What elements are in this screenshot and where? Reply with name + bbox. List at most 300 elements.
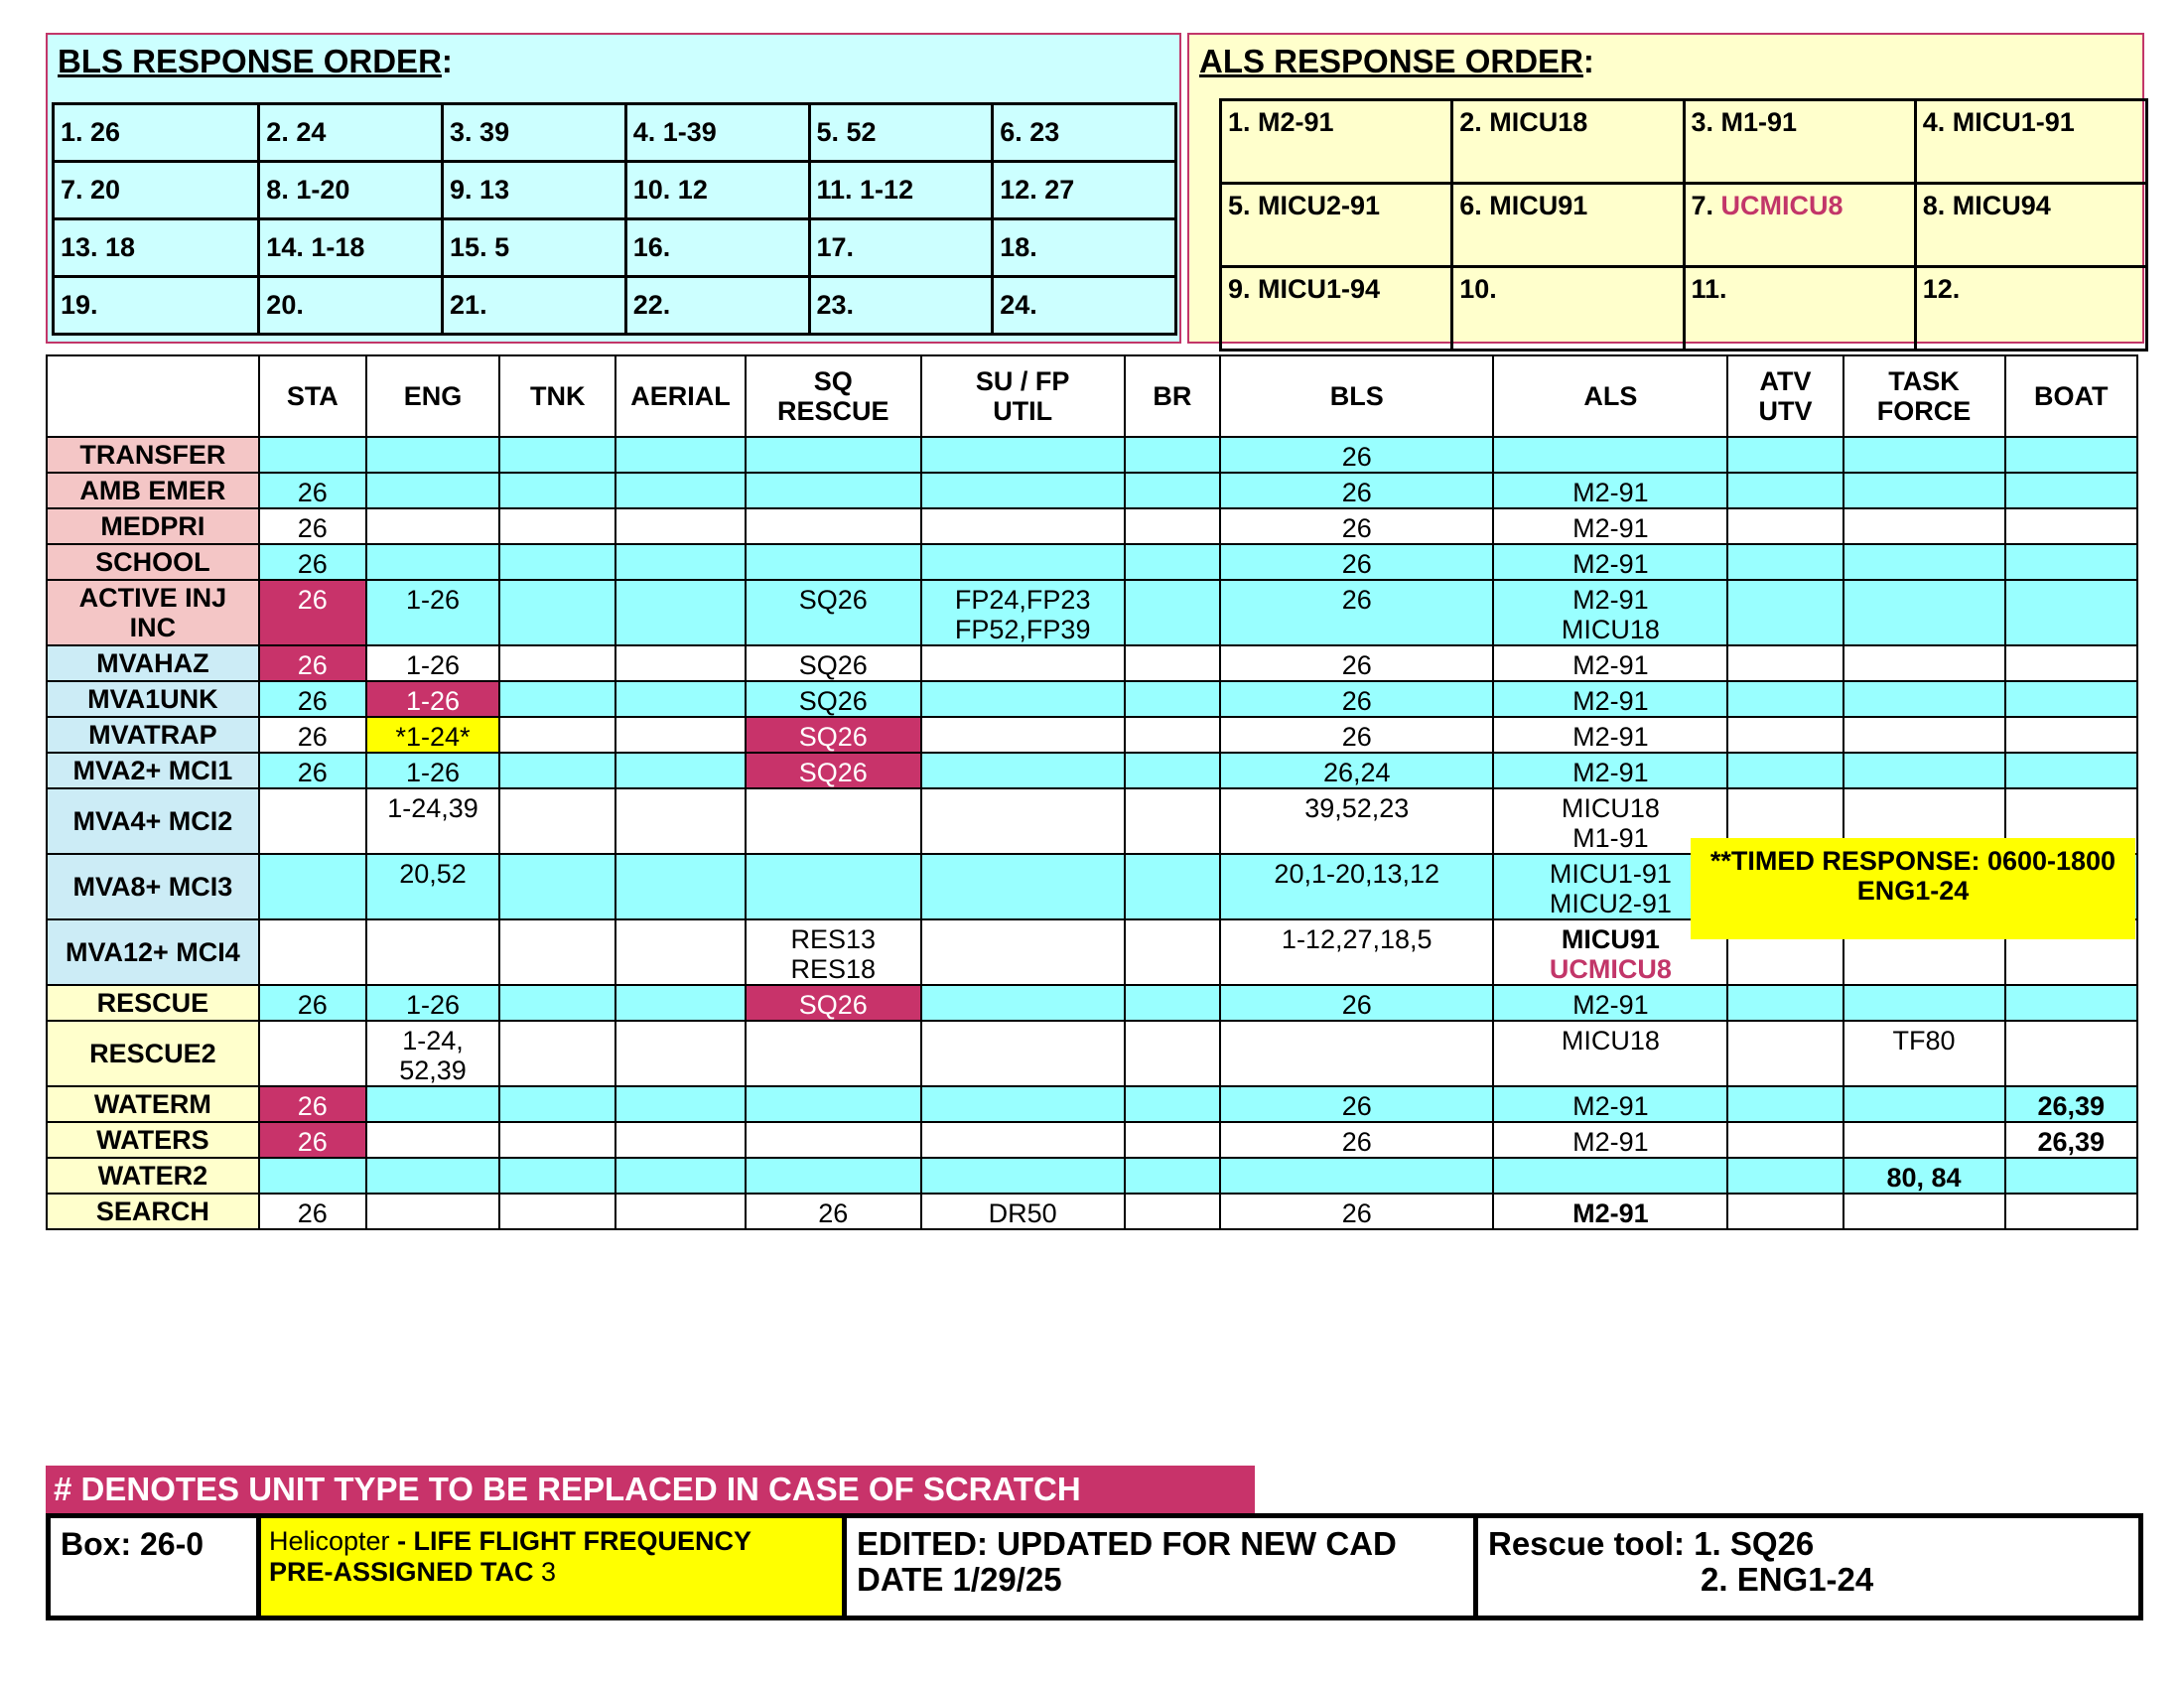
incident-type-label: AMB EMER [47, 473, 259, 508]
assignment-cell [1843, 508, 2005, 544]
assignment-cell [366, 473, 499, 508]
assignment-cell: 1-24,39 [366, 788, 499, 854]
assignment-cell: 20,1-20,13,12 [1220, 854, 1493, 919]
assignment-cell: 26 [259, 1086, 366, 1122]
assignment-cell: 26 [259, 473, 366, 508]
incident-type-label: MVA2+ MCI1 [47, 753, 259, 788]
assignment-cell: 20,52 [366, 854, 499, 919]
assignment-cell [1493, 1158, 1727, 1194]
matrix-row [47, 1122, 2137, 1158]
assignment-cell: *1-24* [366, 717, 499, 753]
assignment-cell [1727, 437, 1843, 473]
assignment-cell [259, 788, 366, 854]
assignment-cell [1727, 580, 1843, 645]
matrix-row [47, 580, 2137, 645]
assignment-cell: SQ26 [746, 681, 921, 717]
assignment-cell [921, 985, 1125, 1021]
assignment-cell: 26 [259, 985, 366, 1021]
assignment-cell: 26 [1220, 437, 1493, 473]
assignment-cell: 26 [259, 580, 366, 645]
assignment-cell: 26 [1220, 1122, 1493, 1158]
assignment-cell [921, 437, 1125, 473]
assignment-cell [921, 753, 1125, 788]
assignment-cell [1125, 1194, 1221, 1229]
bls-order-cell: 11. 1-12 [809, 162, 993, 219]
assignment-cell [499, 985, 615, 1021]
assignment-cell [1727, 1194, 1843, 1229]
column-header: SU / FP UTIL [921, 355, 1125, 437]
matrix-row [47, 717, 2137, 753]
assignment-cell [615, 437, 745, 473]
assignment-cell [1125, 1158, 1221, 1194]
assignment-cell [921, 854, 1125, 919]
header-blank [47, 355, 259, 437]
assignment-cell [921, 1086, 1125, 1122]
assignment-cell: M2-91 [1493, 473, 1727, 508]
footer-info [46, 1513, 2143, 1620]
incident-type-label: MVA8+ MCI3 [47, 854, 259, 919]
assignment-cell: M2-91 [1493, 645, 1727, 681]
bls-order-row [54, 277, 1176, 335]
assignment-cell [1727, 681, 1843, 717]
assignment-cell [615, 544, 745, 580]
incident-type-label: SCHOOL [47, 544, 259, 580]
assignment-cell [2005, 1194, 2138, 1229]
bls-order-cell: 5. 52 [809, 104, 993, 162]
assignment-cell: 1-26 [366, 645, 499, 681]
assignment-cell: M2-91 [1493, 985, 1727, 1021]
incident-type-label: WATER2 [47, 1158, 259, 1194]
assignment-cell [615, 985, 745, 1021]
assignment-cell [499, 788, 615, 854]
assignment-cell: 26 [259, 681, 366, 717]
timed-response-line2: ENG1-24 [1856, 876, 1970, 906]
bls-order-cell: 14. 1-18 [259, 219, 443, 277]
incident-type-label: MVA12+ MCI4 [47, 919, 259, 985]
assignment-cell [746, 437, 921, 473]
matrix-row [47, 1158, 2137, 1194]
assignment-cell [2005, 645, 2138, 681]
rescue-tool-1: Rescue tool: 1. SQ26 [1488, 1525, 1815, 1562]
assignment-cell [1125, 645, 1221, 681]
assignment-cell [499, 544, 615, 580]
assignment-cell [1843, 1086, 2005, 1122]
assignment-cell [921, 1158, 1125, 1194]
assignment-cell: MICU18 M1-91 [1493, 788, 1727, 854]
matrix-row [47, 681, 2137, 717]
assignment-cell [1125, 1021, 1221, 1086]
assignment-cell [499, 681, 615, 717]
edit-note [845, 1516, 1476, 1618]
bls-order-cell: 17. [809, 219, 993, 277]
assignment-cell: 1-26 [366, 681, 499, 717]
assignment-cell [1125, 717, 1221, 753]
assignment-cell [2005, 473, 2138, 508]
als-order-row [1221, 267, 2147, 351]
assignment-cell [1843, 544, 2005, 580]
assignment-cell: 26 [1220, 681, 1493, 717]
als-order-cell: 2. MICU18 [1452, 100, 1684, 184]
assignment-cell [259, 1158, 366, 1194]
assignment-cell: 26 [259, 1194, 366, 1229]
assignment-cell: 26 [259, 645, 366, 681]
column-header: BOAT [2005, 355, 2138, 437]
assignment-cell [615, 1021, 745, 1086]
bls-order-cell: 3. 39 [443, 104, 626, 162]
bls-order-cell: 2. 24 [259, 104, 443, 162]
assignment-cell: 26 [259, 544, 366, 580]
assignment-cell [921, 508, 1125, 544]
assignment-cell [1727, 753, 1843, 788]
assignment-cell [1125, 1122, 1221, 1158]
assignment-cell [499, 1194, 615, 1229]
assignment-cell: DR50 [921, 1194, 1125, 1229]
incident-type-label: WATERS [47, 1122, 259, 1158]
bls-order-cell: 7. 20 [54, 162, 259, 219]
assignment-cell [499, 437, 615, 473]
assignment-cell: 1-26 [366, 580, 499, 645]
assignment-cell [1727, 544, 1843, 580]
assignment-cell [615, 580, 745, 645]
bls-order-row [54, 104, 1176, 162]
assignment-cell: SQ26 [746, 717, 921, 753]
assignment-cell [615, 753, 745, 788]
assignment-cell [499, 753, 615, 788]
bls-title: BLS RESPONSE ORDER: [58, 43, 453, 79]
assignment-cell: SQ26 [746, 580, 921, 645]
timed-response-note [1691, 838, 2135, 939]
bls-order-cell: 6. 23 [993, 104, 1176, 162]
assignment-cell [921, 1021, 1125, 1086]
box-number: Box: 26-0 [49, 1516, 259, 1618]
assignment-cell [1125, 544, 1221, 580]
assignment-cell [746, 544, 921, 580]
matrix-row [47, 645, 2137, 681]
bls-order-cell: 8. 1-20 [259, 162, 443, 219]
assignment-cell [615, 1158, 745, 1194]
column-header: SQ RESCUE [746, 355, 921, 437]
bls-order-row [54, 162, 1176, 219]
assignment-cell [2005, 985, 2138, 1021]
matrix-row [47, 544, 2137, 580]
assignment-cell [1843, 580, 2005, 645]
assignment-cell: FP24,FP23 FP52,FP39 [921, 580, 1125, 645]
assignment-cell: M2-91 [1493, 544, 1727, 580]
assignment-cell: M2-91 [1493, 508, 1727, 544]
assignment-cell: 39,52,23 [1220, 788, 1493, 854]
assignment-cell [259, 854, 366, 919]
assignment-cell: 26 [259, 753, 366, 788]
assignment-cell [1125, 753, 1221, 788]
incident-type-label: MVATRAP [47, 717, 259, 753]
assignment-cell [2005, 753, 2138, 788]
assignment-cell [1727, 1021, 1843, 1086]
assignment-cell: M2-91 [1493, 753, 1727, 788]
assignment-cell [1727, 508, 1843, 544]
assignment-cell [615, 1086, 745, 1122]
assignment-cell: 26 [1220, 717, 1493, 753]
assignment-cell: 26 [259, 1122, 366, 1158]
edited-text: EDITED: UPDATED FOR NEW CAD [857, 1525, 1397, 1562]
assignment-cell [2005, 437, 2138, 473]
assignment-cell [921, 645, 1125, 681]
als-response-order-panel [1187, 33, 2144, 344]
rescue-tool-2: 2. ENG1-24 [1701, 1561, 1874, 1598]
assignment-cell: SQ26 [746, 985, 921, 1021]
assignment-cell [746, 1086, 921, 1122]
bls-order-cell: 21. [443, 277, 626, 335]
bls-order-cell: 13. 18 [54, 219, 259, 277]
incident-type-label: RESCUE2 [47, 1021, 259, 1086]
assignment-cell [366, 919, 499, 985]
assignment-cell [499, 1086, 615, 1122]
assignment-cell [499, 580, 615, 645]
assignment-cell: TF80 [1843, 1021, 2005, 1086]
als-order-cell: 1. M2-91 [1221, 100, 1452, 184]
als-title: ALS RESPONSE ORDER: [1199, 43, 1594, 79]
assignment-cell [1727, 717, 1843, 753]
bls-order-cell: 1. 26 [54, 104, 259, 162]
matrix-row [47, 437, 2137, 473]
assignment-cell [1727, 1122, 1843, 1158]
assignment-cell [1727, 985, 1843, 1021]
matrix-row [47, 985, 2137, 1021]
assignment-cell: 26 [1220, 544, 1493, 580]
assignment-cell [1125, 1086, 1221, 1122]
assignment-cell: 1-26 [366, 753, 499, 788]
als-order-cell: 3. M1-91 [1684, 100, 1915, 184]
assignment-cell [2005, 544, 2138, 580]
assignment-cell: 26 [259, 717, 366, 753]
als-order-cell: 4. MICU1-91 [1915, 100, 2146, 184]
assignment-cell [2005, 1158, 2138, 1194]
assignment-cell [746, 788, 921, 854]
rescue-tool [1476, 1516, 2141, 1618]
matrix-row [47, 1194, 2137, 1229]
assignment-cell [259, 1021, 366, 1086]
assignment-cell [259, 437, 366, 473]
column-header: BLS [1220, 355, 1493, 437]
assignment-cell [1220, 1021, 1493, 1086]
assignment-cell [746, 473, 921, 508]
assignment-cell [1125, 788, 1221, 854]
assignment-cell: M2-91 MICU18 [1493, 580, 1727, 645]
als-order-cell: 10. [1452, 267, 1684, 351]
matrix-row [47, 508, 2137, 544]
assignment-cell [1843, 645, 2005, 681]
incident-type-label: WATERM [47, 1086, 259, 1122]
als-order-cell: 7. UCMICU8 [1684, 184, 1915, 267]
assignment-cell [615, 473, 745, 508]
assignment-cell: SQ26 [746, 645, 921, 681]
assignment-cell [2005, 1021, 2138, 1086]
assignment-cell: 26 [1220, 580, 1493, 645]
als-order-cell: 11. [1684, 267, 1915, 351]
helicopter-frequency: Helicopter - LIFE FLIGHT FREQUENCY PRE-ASSIGNED TAC 3 [259, 1516, 845, 1618]
column-header: TNK [499, 355, 615, 437]
assignment-cell [1843, 473, 2005, 508]
assignment-cell: 26,39 [2005, 1086, 2138, 1122]
assignment-cell [499, 645, 615, 681]
assignment-cell [615, 788, 745, 854]
assignment-cell [2005, 508, 2138, 544]
matrix-row [47, 753, 2137, 788]
bls-order-cell: 22. [625, 277, 809, 335]
assignment-cell [366, 1086, 499, 1122]
assignment-cell [746, 854, 921, 919]
assignment-cell [615, 717, 745, 753]
assignment-cell: 1-24, 52,39 [366, 1021, 499, 1086]
incident-type-label: MVAHAZ [47, 645, 259, 681]
assignment-cell: 26 [1220, 473, 1493, 508]
assignment-cell [1727, 645, 1843, 681]
assignment-cell: MICU1-91 MICU2-91 [1493, 854, 1727, 919]
assignment-cell [1125, 508, 1221, 544]
assignment-cell: M2-91 [1493, 717, 1727, 753]
als-order-cell: 12. [1915, 267, 2146, 351]
bls-order-cell: 18. [993, 219, 1176, 277]
matrix-row [47, 1086, 2137, 1122]
assignment-cell [366, 1158, 499, 1194]
assignment-cell [259, 919, 366, 985]
assignment-cell [615, 1194, 745, 1229]
assignment-cell [1843, 753, 2005, 788]
assignment-cell [1843, 717, 2005, 753]
assignment-cell [1843, 1194, 2005, 1229]
als-order-grid [1219, 98, 2148, 352]
assignment-cell: 26 [746, 1194, 921, 1229]
assignment-cell [499, 1122, 615, 1158]
assignment-cell [1493, 437, 1727, 473]
als-order-row [1221, 184, 2147, 267]
assignment-cell [1125, 580, 1221, 645]
incident-type-label: RESCUE [47, 985, 259, 1021]
assignment-cell [615, 854, 745, 919]
edit-date: DATE 1/29/25 [857, 1561, 1062, 1598]
als-order-cell: 5. MICU2-91 [1221, 184, 1452, 267]
column-header: AERIAL [615, 355, 745, 437]
assignment-cell [921, 544, 1125, 580]
assignment-cell [921, 919, 1125, 985]
assignment-cell [615, 508, 745, 544]
assignment-cell: 26 [259, 508, 366, 544]
column-header: ATV UTV [1727, 355, 1843, 437]
matrix-row [47, 1021, 2137, 1086]
assignment-cell: M2-91 [1493, 1194, 1727, 1229]
assignment-cell [2005, 681, 2138, 717]
assignment-cell [921, 1122, 1125, 1158]
incident-type-label: MVA1UNK [47, 681, 259, 717]
als-order-row [1221, 100, 2147, 184]
assignment-cell: MICU91 UCMICU8 [1493, 919, 1727, 985]
column-header: ALS [1493, 355, 1727, 437]
scratch-banner: # DENOTES UNIT TYPE TO BE REPLACED IN CASE OF SCRATCH [46, 1466, 1255, 1513]
assignment-cell [1125, 854, 1221, 919]
assignment-cell [1843, 681, 2005, 717]
assignment-cell [1727, 473, 1843, 508]
assignment-cell [1727, 1086, 1843, 1122]
assignment-cell [1843, 985, 2005, 1021]
assignment-cell [921, 473, 1125, 508]
column-header: TASK FORCE [1843, 355, 2005, 437]
bls-order-cell: 9. 13 [443, 162, 626, 219]
timed-response-line1: **TIMED RESPONSE: 0600-1800 [1709, 846, 2116, 876]
assignment-cell [615, 919, 745, 985]
assignment-cell [746, 1122, 921, 1158]
assignment-cell: M2-91 [1493, 681, 1727, 717]
incident-type-label: ACTIVE INJ INC [47, 580, 259, 645]
assignment-cell [615, 1122, 745, 1158]
assignment-cell: 26 [1220, 985, 1493, 1021]
matrix-row [47, 473, 2137, 508]
column-header: ENG [366, 355, 499, 437]
assignment-cell: 1-26 [366, 985, 499, 1021]
assignment-cell [1125, 437, 1221, 473]
assignment-cell: RES13 RES18 [746, 919, 921, 985]
assignment-cell [746, 1158, 921, 1194]
assignment-cell [499, 1021, 615, 1086]
bls-order-cell: 15. 5 [443, 219, 626, 277]
bls-response-order-panel [46, 33, 1181, 344]
assignment-cell: 26,39 [2005, 1122, 2138, 1158]
assignment-cell: M2-91 [1493, 1086, 1727, 1122]
bls-order-cell: 12. 27 [993, 162, 1176, 219]
assignment-cell [1727, 1158, 1843, 1194]
assignment-cell: M2-91 [1493, 1122, 1727, 1158]
assignment-cell [2005, 717, 2138, 753]
assignment-cell [499, 919, 615, 985]
response-matrix [46, 354, 2138, 1230]
assignment-cell [366, 508, 499, 544]
assignment-cell [499, 508, 615, 544]
assignment-cell: 26,24 [1220, 753, 1493, 788]
assignment-cell: MICU18 [1493, 1021, 1727, 1086]
assignment-cell: SQ26 [746, 753, 921, 788]
als-order-cell: 8. MICU94 [1915, 184, 2146, 267]
incident-type-label: MEDPRI [47, 508, 259, 544]
assignment-cell [1843, 1122, 2005, 1158]
bls-order-cell: 19. [54, 277, 259, 335]
assignment-cell [1125, 473, 1221, 508]
bls-order-cell: 24. [993, 277, 1176, 335]
matrix-header-row [47, 355, 2137, 437]
assignment-cell [366, 1194, 499, 1229]
assignment-cell [366, 437, 499, 473]
assignment-cell [1843, 437, 2005, 473]
bls-order-cell: 16. [625, 219, 809, 277]
assignment-cell: 26 [1220, 1194, 1493, 1229]
assignment-cell: 26 [1220, 645, 1493, 681]
assignment-cell [921, 717, 1125, 753]
assignment-cell: 1-12,27,18,5 [1220, 919, 1493, 985]
incident-type-label: MVA4+ MCI2 [47, 788, 259, 854]
assignment-cell [366, 544, 499, 580]
assignment-cell: 26 [1220, 508, 1493, 544]
assignment-cell: 80, 84 [1843, 1158, 2005, 1194]
incident-type-label: SEARCH [47, 1194, 259, 1229]
assignment-cell [499, 1158, 615, 1194]
assignment-cell [1125, 681, 1221, 717]
assignment-cell [499, 854, 615, 919]
als-order-cell: 6. MICU91 [1452, 184, 1684, 267]
assignment-cell [746, 1021, 921, 1086]
column-header: BR [1125, 355, 1221, 437]
assignment-cell [499, 717, 615, 753]
assignment-cell [1125, 919, 1221, 985]
bls-order-row [54, 219, 1176, 277]
assignment-cell [2005, 580, 2138, 645]
column-header: STA [259, 355, 366, 437]
